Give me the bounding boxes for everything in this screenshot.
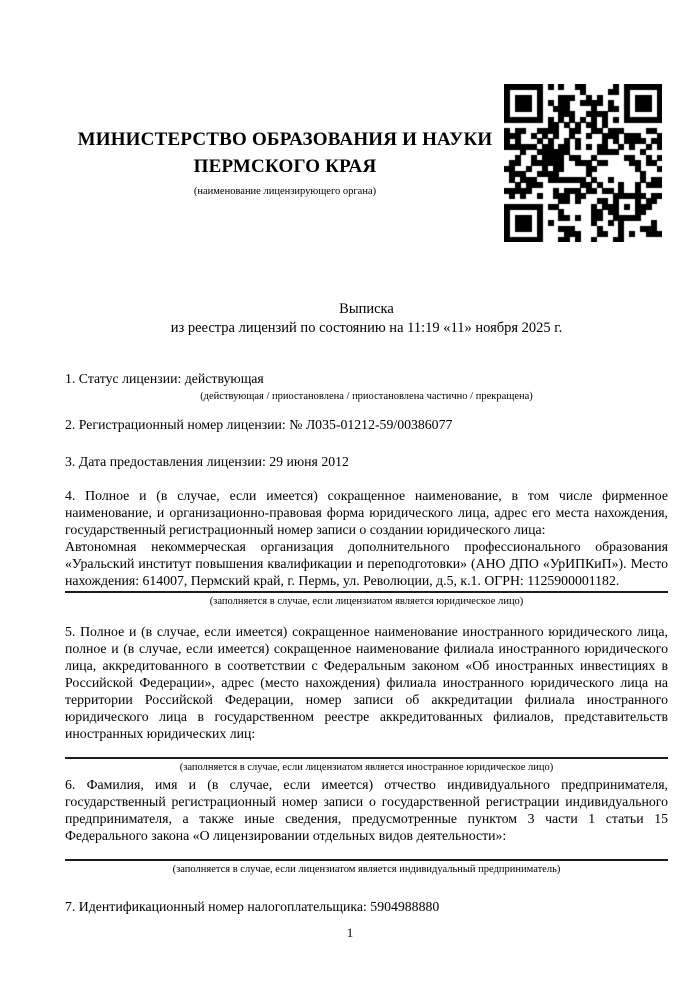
item-foreign-entity [65,623,668,774]
license-grant-date-text: 3. Дата предоставления лицензии: 29 июня 2012 [65,454,349,469]
ministry-name-line2: ПЕРМСКОГО КРАЯ [193,156,377,177]
legal-entity-answer: Автономная некоммерческая организация дополнительного профессионального образования «Уральский институт повышения квалификации и переподготовки» (АНО ДПО «УрИПКиП»). Место нахождения: 614007, Пермский край, г. Пермь, ул. Революции, д.5, к.1. ОГРН: 1125900001182. [65,539,668,588]
ministry-name-line1: МИНИСТЕРСТВО ОБРАЗОВАНИЯ И НАУКИ [77,129,493,150]
item-registration-number [65,416,668,433]
licensing-authority-caption: (наименование лицензирующего органа) [193,186,377,197]
page-number: 1 [346,925,354,940]
fill-line [65,757,668,759]
legal-entity-rule-caption: (заполняется в случае, если лицензиатом является юридическое лицо) [209,596,524,607]
item-legal-entity-name [65,487,668,608]
individual-entrepreneur-question: 6. Фамилия, имя и (в случае, если имеется) отчество индивидуального предпринимателя, государственный регистрационный номер записи о государственной регистрации индивидуального предпринимателя, а также иные сведения, предусмотренные пунктом 3 части 1 статьи 15 Федерального закона «О лицензировании отдельных видов деятельности»: [65,777,668,843]
item-individual-entrepreneur [65,776,668,876]
individual-entrepreneur-rule-caption: (заполняется в случае, если лицензиатом является индивидуальный предприниматель) [172,864,561,875]
title-line1: Выписка [339,301,394,317]
document-header [65,126,505,198]
item-license-status [65,370,668,403]
foreign-entity-rule-caption: (заполняется в случае, если лицензиатом является иностранное юридическое лицо) [179,762,554,773]
license-status-options-caption: (действующая / приостановлена / приостановлена частично / прекращена) [200,391,533,402]
license-status-text: 1. Статус лицензии: действующая [65,371,264,386]
title-line2: из реестра лицензий по состоянию на 11:19 «11» ноября 2025 г. [170,319,563,336]
item-license-grant-date [65,453,668,470]
fill-line [65,859,668,861]
item-taxpayer-id [65,898,668,915]
fill-line [65,591,668,593]
registration-number-text: 2. Регистрационный номер лицензии: № Л035-01212-59/00386077 [65,417,453,432]
document-title [65,300,668,337]
legal-entity-question: 4. Полное и (в случае, если имеется) сокращенное наименование, в том числе фирменное наименование, и организационно-правовая форма юридического лица, адрес его места нахождения, государственный регистрационный номер записи о создании юридического лица: [65,488,668,537]
qr-code-icon [504,84,662,242]
foreign-entity-question: 5. Полное и (в случае, если имеется) сокращенное наименование иностранного юридического лица, полное и (в случае, если имеется) сокращенное наименование филиала иностранного юридического лица, аккредитованного в соответствии с Федеральным законом «Об иностранных инвестициях в Российской Федерации», адрес (место нахождения) филиала иностранного юридического лица на территории Российской Федерации, номер записи об аккредитации филиала иностранного юридического лица в государственном реестре аккредитованных филиалов, представительств иностранных юридических лиц: [65,624,668,741]
taxpayer-id-text: 7. Идентификационный номер налогоплательщика: 5904988880 [65,899,440,914]
